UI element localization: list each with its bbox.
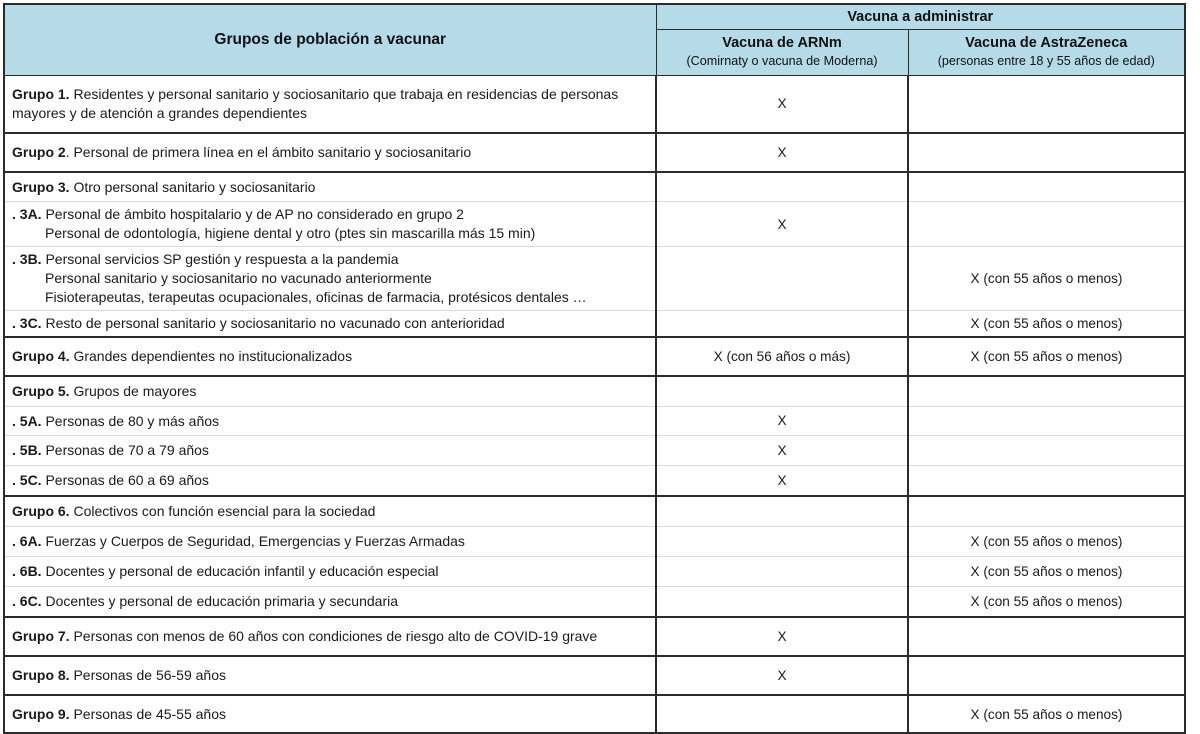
row-label-grupo-5b — [4, 436, 656, 466]
cell-astrazeneca-grupo-3a — [908, 202, 1185, 247]
cell-arnm-grupo-5 — [656, 376, 908, 406]
group-text: Personas de 60 a 69 años — [45, 472, 209, 489]
group-text: Fuerzas y Cuerpos de Seguridad, Emergencias y Fuerzas Armadas — [45, 533, 465, 550]
row-label-grupo-9 — [4, 695, 656, 734]
header-row-top — [4, 4, 1185, 30]
cell-arnm-grupo-3b — [656, 247, 908, 311]
table-row — [4, 172, 1185, 202]
group-name: Grupo 1. — [12, 85, 70, 102]
group-text: Grandes dependientes no institucionalizados — [73, 347, 353, 364]
group-text: Personas con menos de 60 años con condiciones de riesgo alto de COVID-19 grave — [73, 627, 598, 644]
cell-arnm-grupo-6 — [656, 496, 908, 526]
header-astrazeneca-title: Vacuna de AstraZeneca — [965, 35, 1128, 51]
header-astrazeneca-note: (personas entre 18 y 55 años de edad) — [937, 54, 1155, 69]
group-text-line-1: Personal de ámbito hospitalario y de AP no considerado en grupo 2 — [45, 206, 464, 223]
cell-arnm-grupo-7: X — [656, 617, 908, 656]
group-text-line-2: Personal sanitario y sociosanitario no vacunado anteriormente — [45, 270, 432, 287]
table-row — [4, 695, 1185, 734]
vaccination-priority-table — [3, 3, 1186, 734]
cell-astrazeneca-grupo-3b: X (con 55 años o menos) — [908, 247, 1185, 311]
header-population-groups: Grupos de población a vacunar — [4, 4, 656, 75]
group-name: Grupo 5. — [12, 382, 70, 399]
row-label-grupo-5 — [4, 376, 656, 406]
header-vaccine-to-administer: Vacuna a administrar — [656, 4, 1185, 30]
cell-arnm-grupo-4: X (con 56 años o más) — [656, 337, 908, 376]
group-text: Grupos de mayores — [73, 382, 197, 399]
cell-arnm-grupo-8: X — [656, 656, 908, 695]
group-text-line-3: Fisioterapeutas, terapeutas ocupacionales, oficinas de farmacia, protésicos dentales … — [45, 288, 587, 305]
cell-arnm-grupo-6c — [656, 586, 908, 616]
cell-arnm-grupo-1: X — [656, 75, 908, 132]
cell-arnm-grupo-5c: X — [656, 466, 908, 496]
row-label-grupo-1 — [4, 75, 656, 132]
row-label-grupo-6a — [4, 527, 656, 557]
group-text: Otro personal sanitario y sociosanitario — [73, 178, 316, 195]
group-text: Docentes y personal de educación infantil y educación especial — [45, 563, 439, 579]
row-label-grupo-3c — [4, 310, 656, 336]
table-row — [4, 75, 1185, 132]
table-row — [4, 617, 1185, 656]
group-name: Grupo 4. — [12, 347, 70, 364]
cell-arnm-grupo-2: X — [656, 133, 908, 172]
group-text: . Personal de primera línea en el ámbito sanitario y sociosanitario — [65, 143, 472, 160]
row-label-grupo-3b — [4, 247, 656, 311]
row-label-grupo-5c — [4, 466, 656, 496]
row-label-grupo-6b — [4, 557, 656, 587]
table-row — [4, 247, 1185, 311]
group-text: Residentes y personal sanitario y sociosanitario que trabaja en residencias de personas mayores y de atención a grandes dependientes — [12, 85, 619, 121]
table-row — [4, 496, 1185, 526]
cell-astrazeneca-grupo-4: X (con 55 años o menos) — [908, 337, 1185, 376]
cell-arnm-grupo-3a: X — [656, 202, 908, 247]
group-text: Personas de 56-59 años — [73, 666, 227, 683]
group-name: Grupo 6. — [12, 503, 70, 520]
group-name: . 3B. — [12, 251, 42, 268]
table-row — [4, 337, 1185, 376]
group-name: Grupo 3. — [12, 178, 70, 195]
table-row — [4, 586, 1185, 616]
group-text: Personas de 70 a 79 años — [45, 442, 209, 459]
cell-arnm-grupo-5b: X — [656, 436, 908, 466]
row-label-grupo-4 — [4, 337, 656, 376]
group-name: . 6A. — [12, 533, 42, 550]
table-row — [4, 466, 1185, 496]
cell-astrazeneca-grupo-9: X (con 55 años o menos) — [908, 695, 1185, 734]
cell-arnm-grupo-3c — [656, 310, 908, 336]
cell-astrazeneca-grupo-6b: X (con 55 años o menos) — [908, 557, 1185, 587]
table-body — [4, 75, 1185, 733]
cell-arnm-grupo-6b — [656, 557, 908, 587]
header-arnm-note: (Comirnaty o vacuna de Moderna) — [686, 54, 878, 69]
group-name: . 6C. — [12, 592, 42, 609]
group-name: . 5A. — [12, 412, 42, 429]
table-row — [4, 527, 1185, 557]
table-row — [4, 310, 1185, 336]
cell-astrazeneca-grupo-5a — [908, 406, 1185, 436]
table-row — [4, 656, 1185, 695]
group-name: . 3A. — [12, 206, 42, 223]
cell-astrazeneca-grupo-3 — [908, 172, 1185, 202]
cell-astrazeneca-grupo-3c: X (con 55 años o menos) — [908, 310, 1185, 336]
cell-arnm-grupo-6a — [656, 527, 908, 557]
group-text: Resto de personal sanitario y sociosanitario no vacunado con anterioridad — [45, 314, 505, 331]
cell-astrazeneca-grupo-5c — [908, 466, 1185, 496]
group-name: . 5C. — [12, 472, 42, 489]
group-name: . 5B. — [12, 442, 42, 459]
cell-astrazeneca-grupo-7 — [908, 617, 1185, 656]
group-text: Personas de 80 y más años — [45, 412, 220, 429]
row-label-grupo-8 — [4, 656, 656, 695]
row-label-grupo-7 — [4, 617, 656, 656]
header-arnm-title: Vacuna de ARNm — [722, 35, 842, 51]
cell-astrazeneca-grupo-6c: X (con 55 años o menos) — [908, 586, 1185, 616]
group-text: Docentes y personal de educación primaria y secundaria — [45, 592, 398, 609]
cell-astrazeneca-grupo-6 — [908, 496, 1185, 526]
group-text-line-2: Personal de odontología, higiene dental y otro (ptes sin mascarilla más 15 min) — [45, 225, 536, 242]
cell-arnm-grupo-5a: X — [656, 406, 908, 436]
cell-astrazeneca-grupo-8 — [908, 656, 1185, 695]
table-header — [4, 4, 1185, 75]
group-text-line-1: Personal servicios SP gestión y respuesta a la pandemia — [45, 251, 399, 268]
table-row — [4, 376, 1185, 406]
group-name: Grupo 7. — [12, 627, 70, 644]
group-name: Grupo 8. — [12, 666, 70, 683]
header-vaccine-astrazeneca — [908, 30, 1185, 76]
header-vaccine-arnm — [656, 30, 908, 76]
group-name: Grupo 2 — [12, 143, 66, 160]
table-row — [4, 133, 1185, 172]
group-name: . 3C. — [12, 314, 42, 331]
group-text: Personas de 45-55 años — [73, 705, 227, 722]
table-row — [4, 436, 1185, 466]
cell-arnm-grupo-9 — [656, 695, 908, 734]
cell-astrazeneca-grupo-5b — [908, 436, 1185, 466]
cell-arnm-grupo-3 — [656, 172, 908, 202]
group-name: . 6B. — [12, 563, 42, 579]
group-text: Colectivos con función esencial para la sociedad — [73, 503, 376, 520]
row-label-grupo-3 — [4, 172, 656, 202]
row-label-grupo-5a — [4, 406, 656, 436]
cell-astrazeneca-grupo-2 — [908, 133, 1185, 172]
table-row — [4, 406, 1185, 436]
cell-astrazeneca-grupo-5 — [908, 376, 1185, 406]
cell-astrazeneca-grupo-6a: X (con 55 años o menos) — [908, 527, 1185, 557]
cell-astrazeneca-grupo-1 — [908, 75, 1185, 132]
table-row — [4, 202, 1185, 247]
group-name: Grupo 9. — [12, 705, 70, 722]
row-label-grupo-6 — [4, 496, 656, 526]
table-row — [4, 557, 1185, 587]
row-label-grupo-2 — [4, 133, 656, 172]
row-label-grupo-6c — [4, 586, 656, 616]
row-label-grupo-3a — [4, 202, 656, 247]
